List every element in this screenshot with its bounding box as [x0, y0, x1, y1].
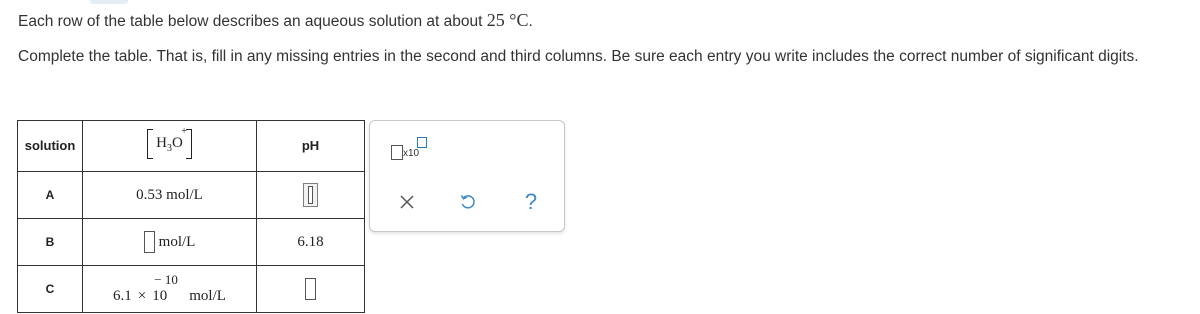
concentration-input-b[interactable]: [144, 231, 155, 253]
instruction-line-2: Complete the table. That is, fill in any missing entries in the second and third columns. Be sure each entry you write includes the correct number of significant digits.: [18, 48, 1139, 65]
scientific-notation-button[interactable]: [391, 135, 431, 161]
ph-input-a[interactable]: [257, 172, 365, 219]
ph-answer-box-a[interactable]: [303, 183, 318, 207]
concentration-a: 0.53 mol/L: [83, 172, 257, 219]
top-tab-indicator: [90, 0, 128, 4]
concentration-b: mol/L: [83, 219, 257, 266]
x10-exponent-box-icon: [417, 137, 427, 148]
math-toolbar-panel: [369, 120, 565, 232]
x10-base-box-icon: [391, 145, 403, 160]
ph-answer-box-c[interactable]: [305, 278, 316, 300]
row-label-a: A: [18, 172, 83, 219]
temperature-value: 25 °C: [486, 10, 529, 30]
x10-label: x10: [403, 148, 420, 159]
solution-table: [17, 120, 365, 313]
close-icon[interactable]: [394, 187, 420, 217]
help-icon[interactable]: ?: [524, 189, 538, 214]
ph-input-c[interactable]: [257, 266, 365, 313]
header-solution: solution: [18, 121, 83, 172]
header-ph: pH: [257, 121, 365, 172]
undo-icon[interactable]: [455, 187, 481, 217]
header-concentration: $H_3O$ +: [83, 121, 257, 172]
ph-b: 6.18: [257, 219, 365, 266]
concentration-c: 6.1 × 10 − 10 mol/L: [83, 266, 257, 313]
instruction-line-1: Each row of the table below describes an aqueous solution at about 25 °C.: [18, 10, 533, 30]
row-label-c: C: [18, 266, 83, 313]
row-label-b: B: [18, 219, 83, 266]
